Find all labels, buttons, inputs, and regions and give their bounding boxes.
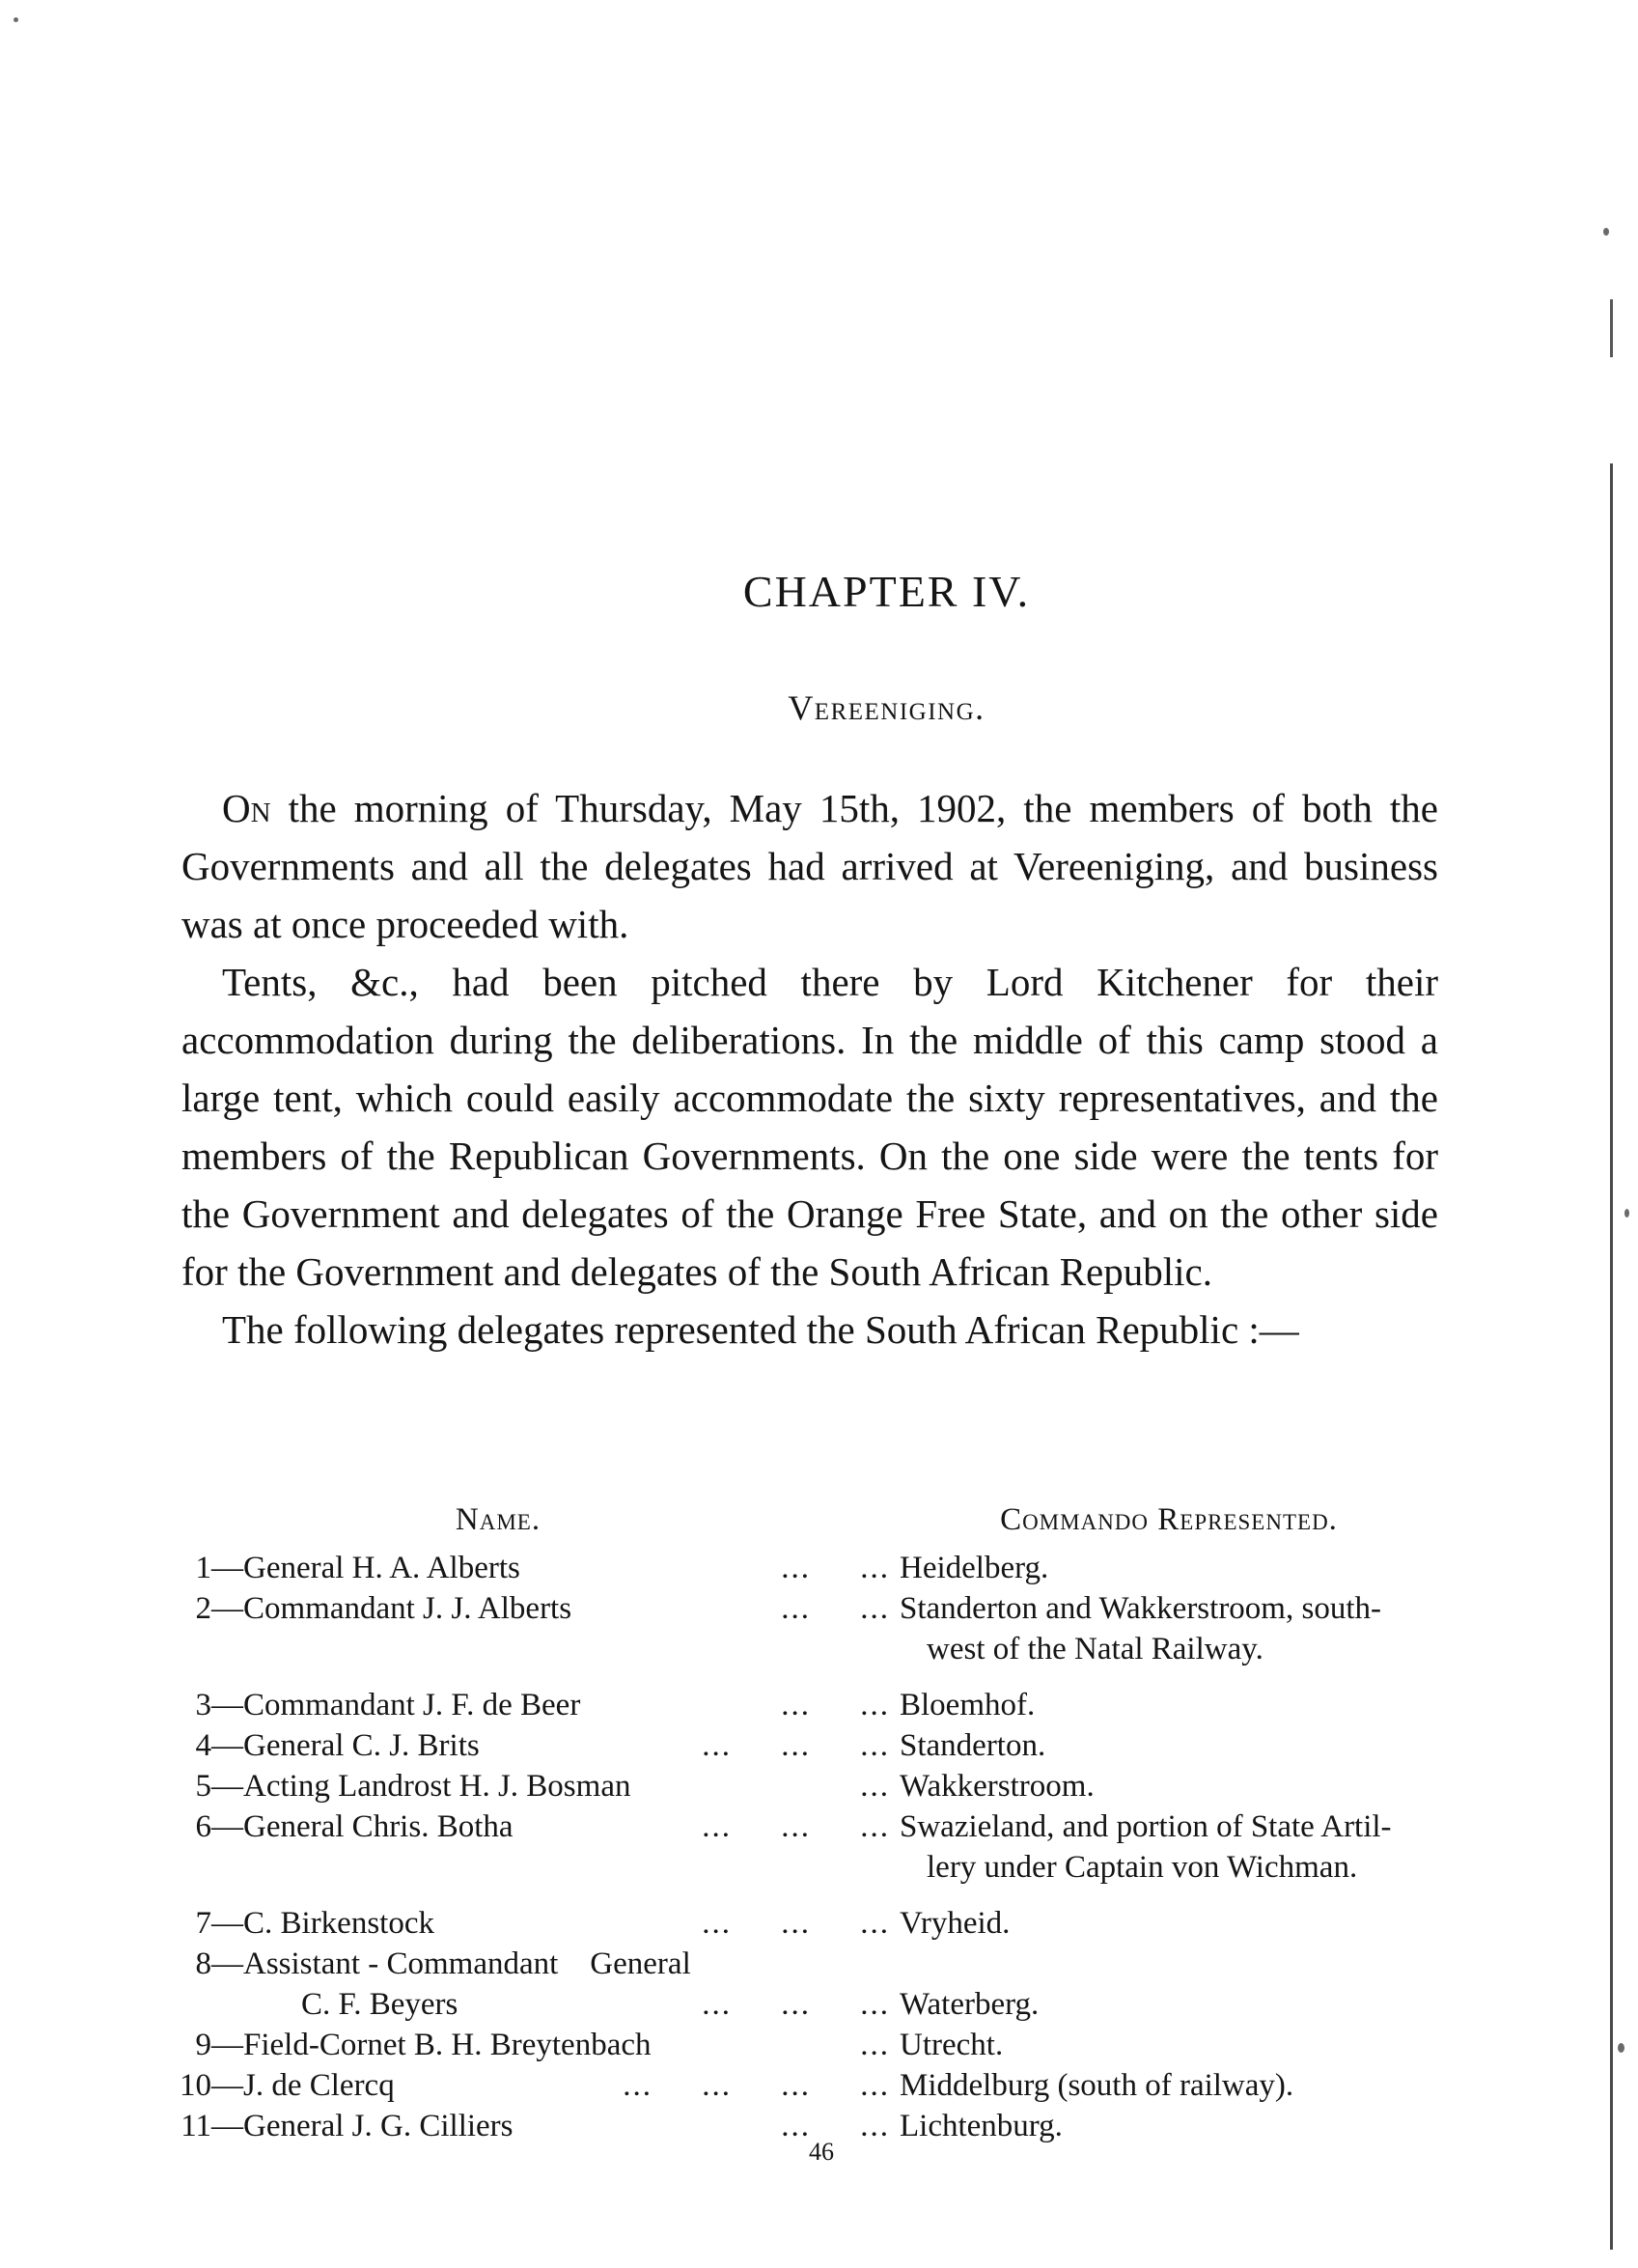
row-spacer	[174, 1888, 1448, 1903]
delegate-name-cell	[243, 1766, 890, 1806]
commando-represented: Standerton.	[900, 1728, 1046, 1763]
commando-represented: Waterberg.	[900, 1987, 1040, 2022]
row-spacer-cell	[174, 1669, 1448, 1685]
delegate-name-cell	[243, 1725, 890, 1766]
scan-speck	[14, 17, 18, 22]
commando-represented: Standerton and Wakkerstroom, south-	[900, 1591, 1381, 1626]
commando-represented: Lichtenburg.	[900, 2109, 1063, 2143]
body-text	[181, 779, 1438, 1358]
paragraph-text: Tents, &c., had been pitched there by Lord Kitchener for their accommodation during the deliberations. In the middle of this camp stood a large tent, which could easily accommodate the sixty representatives, and the members of the Republican Governments. On the one side were the tents for the Government and delegates of the Orange Free State, and on the other side for the Government and delegates of the South African Republic.	[181, 960, 1438, 1294]
commando-cell	[890, 1685, 1448, 1725]
delegate-name: Assistant - Commandant General	[243, 1946, 691, 1981]
commando-cell	[890, 1984, 1448, 2025]
delegate-number: 2—	[195, 1591, 243, 1626]
delegate-name-cell	[243, 1984, 890, 2025]
leader-dots: ... ...	[781, 1551, 890, 1585]
table-row	[174, 1766, 1448, 1806]
table-row	[174, 1548, 1448, 1588]
leader-dots: ...	[860, 2028, 890, 2062]
delegate-name: Commandant J. J. Alberts	[243, 1591, 572, 1626]
table-row	[174, 1944, 1448, 1984]
paragraph-lead: On	[222, 786, 271, 830]
table-row	[174, 2025, 1448, 2065]
commando-cell	[890, 1588, 1448, 1669]
commando-cell	[890, 1725, 1448, 1766]
commando-represented: Bloemhof.	[900, 1688, 1036, 1722]
commando-cell	[890, 1766, 1448, 1806]
paragraph	[181, 779, 1438, 953]
table-header-row	[174, 1499, 1448, 1548]
commando-cell	[890, 2106, 1448, 2146]
table-row	[174, 1984, 1448, 2025]
commando-cell	[890, 2065, 1448, 2106]
leader-dots: ... ...	[781, 1591, 890, 1626]
leader-dots: ... ... ...	[702, 1728, 890, 1763]
delegates-table-body	[174, 1548, 1448, 2146]
delegate-name: General J. G. Cilliers	[243, 2109, 514, 2143]
delegate-number	[174, 1984, 243, 2025]
commando-represented: Swazieland, and portion of State Artil-	[900, 1809, 1392, 1844]
leader-dots: ... ...	[781, 2109, 890, 2143]
delegates-table	[174, 1499, 1448, 2146]
delegate-number: 6—	[195, 1809, 243, 1844]
commando-cell	[890, 2025, 1448, 2065]
commando-column-header: Commando Represented.	[1000, 1502, 1338, 1537]
leader-dots: ... ... ...	[702, 1809, 890, 1844]
leader-dots: ...	[860, 1769, 890, 1804]
delegate-name: Field-Cornet B. H. Breytenbach	[243, 2028, 652, 2062]
table-row	[174, 1903, 1448, 1944]
table-row	[174, 1725, 1448, 1766]
commando-represented: Vryheid.	[900, 1906, 1011, 1941]
delegate-number: 3—	[195, 1688, 243, 1722]
commando-represented: Heidelberg.	[900, 1551, 1049, 1585]
delegate-name-cell	[243, 1548, 890, 1588]
delegate-name: Commandant J. F. de Beer	[243, 1688, 581, 1722]
paragraph	[181, 953, 1438, 1301]
commando-represented: Wakkerstroom.	[900, 1769, 1095, 1804]
section-heading: Vereeniging.	[788, 688, 986, 727]
scan-speck	[1618, 2043, 1624, 2053]
commando-cell	[890, 1944, 1448, 1984]
delegate-name-cell	[243, 2025, 890, 2065]
leader-dots: ... ... ... ...	[623, 2068, 890, 2103]
scan-speck	[1624, 1209, 1629, 1218]
delegate-number: 5—	[195, 1769, 243, 1804]
delegate-name: General H. A. Alberts	[243, 1551, 520, 1585]
leader-dots: ... ... ...	[702, 1987, 890, 2022]
delegate-name: General Chris. Botha	[243, 1809, 514, 1844]
delegate-name: General C. J. Brits	[243, 1728, 480, 1763]
delegate-name-cell	[243, 1685, 890, 1725]
delegate-name-cell	[243, 1944, 890, 1984]
table-row	[174, 1588, 1448, 1669]
page-binding-edge	[1610, 222, 1613, 2250]
delegate-name: J. de Clercq	[243, 2068, 395, 2103]
delegate-number: 4—	[195, 1728, 243, 1763]
delegate-number: 9—	[195, 2028, 243, 2062]
leader-dots: ... ...	[781, 1688, 890, 1722]
delegate-name: C. F. Beyers	[301, 1987, 458, 2022]
commando-continuation: lery under Captain von Wichman.	[927, 1850, 1358, 1885]
commando-cell	[890, 1903, 1448, 1944]
commando-continuation: west of the Natal Railway.	[927, 1632, 1263, 1666]
name-column-header: Name.	[455, 1502, 541, 1537]
paragraph-text: the morning of Thursday, May 15th, 1902, the members of both the Governments and all the delegates had arrived at Vereeniging, and business was at once proceeded with.	[181, 786, 1438, 946]
delegate-name-cell	[243, 2065, 890, 2106]
delegate-number: 1—	[195, 1551, 243, 1585]
row-spacer	[174, 1669, 1448, 1685]
delegate-number: 11—	[180, 2109, 243, 2143]
delegate-name-cell	[243, 1806, 890, 1888]
commando-represented: Middelburg (south of railway).	[900, 2068, 1294, 2103]
paragraph	[181, 1301, 1438, 1358]
delegate-number: 10—	[180, 2068, 243, 2103]
leader-dots: ... ... ...	[702, 1906, 890, 1941]
delegate-number: 8—	[195, 1946, 243, 1981]
paragraph-text: The following delegates represented the South African Republic :—	[222, 1307, 1299, 1352]
table-row	[174, 1806, 1448, 1888]
delegate-name-cell	[243, 2106, 890, 2146]
delegate-name-cell	[243, 1588, 890, 1669]
commando-cell	[890, 1806, 1448, 1888]
chapter-heading: CHAPTER IV.	[742, 567, 1031, 616]
table-row	[174, 1685, 1448, 1725]
delegate-name-cell	[243, 1903, 890, 1944]
table-row	[174, 2065, 1448, 2106]
row-spacer-cell	[174, 1888, 1448, 1903]
commando-represented: Utrecht.	[900, 2028, 1004, 2062]
page-number: 46	[809, 2138, 834, 2166]
delegate-name: C. Birkenstock	[243, 1906, 434, 1941]
delegate-number: 7—	[195, 1906, 243, 1941]
scan-speck	[1603, 228, 1609, 236]
delegate-name: Acting Landrost H. J. Bosman	[243, 1769, 631, 1804]
commando-cell	[890, 1548, 1448, 1588]
